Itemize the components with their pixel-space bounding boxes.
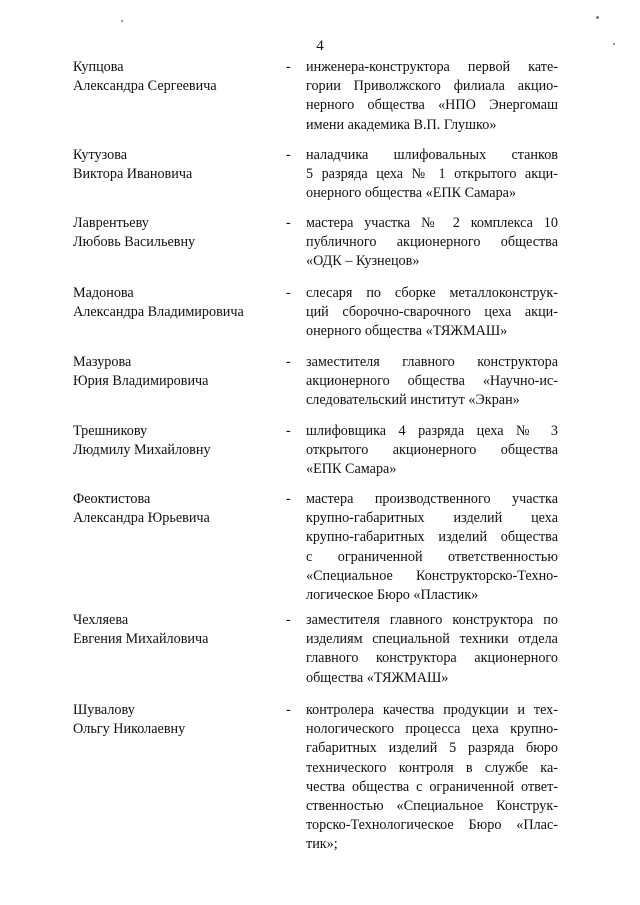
description-line: технического контроля в службе ка- — [306, 759, 558, 776]
person-given-names: Ольгу Николаевну — [73, 721, 186, 738]
scan-speck — [121, 20, 123, 22]
description-line: гории Приволжского филиала акцио- — [306, 78, 558, 95]
description-line: «ОДК – Кузнецов» — [306, 253, 420, 270]
description-line: ственностью «Специальное Конструк- — [306, 797, 558, 814]
person-given-names: Александра Владимировича — [73, 304, 244, 321]
position-description — [306, 284, 558, 342]
person-name — [73, 611, 278, 649]
description-line: ций сборочно-сварочного цеха акци- — [306, 304, 558, 321]
person-surname: Кутузова — [73, 147, 128, 163]
description-line: с ограниченной ответственностью — [306, 548, 558, 565]
description-line: чества общества с ограниченной ответ- — [306, 778, 558, 795]
separator-dash: - — [286, 423, 291, 439]
person-name — [73, 214, 278, 252]
description-line: контролера качества продукции и тех- — [306, 702, 558, 718]
person-surname: Чехляева — [73, 612, 129, 628]
description-line: слесаря по сборке металлоконструк- — [306, 285, 558, 301]
page-number: 4 — [316, 38, 324, 54]
description-line: мастера участка № 2 комплекса 10 — [306, 215, 558, 231]
person-given-names: Людмилу Михайловну — [73, 442, 211, 459]
separator-dash: - — [286, 59, 291, 75]
position-description — [306, 353, 558, 411]
position-description — [306, 701, 558, 855]
person-surname: Лаврентьеву — [73, 215, 149, 231]
description-line: общества «ТЯЖМАШ» — [306, 669, 449, 686]
description-line: габаритных изделий 5 разряда бюро — [306, 740, 558, 757]
description-line: следовательский институт «Экран» — [306, 392, 520, 409]
person-surname: Трешникову — [73, 423, 148, 439]
description-line: 5 разряда цеха № 1 открытого акци- — [306, 166, 558, 183]
description-line: заместителя главного конструктора по — [306, 612, 558, 628]
description-line: имени академика В.П. Глушко» — [306, 116, 497, 133]
description-line: нерного общества «НПО Энергомаш — [306, 97, 558, 114]
description-line: крупно-габаритных изделий общества — [306, 529, 558, 546]
person-surname: Феоктистова — [73, 491, 151, 507]
person-name — [73, 284, 278, 322]
scan-speck — [596, 16, 599, 19]
separator-dash: - — [286, 612, 291, 628]
person-given-names: Виктора Ивановича — [73, 166, 193, 183]
description-line: нологического процесса цеха крупно- — [306, 721, 558, 738]
separator-dash: - — [286, 354, 291, 370]
person-surname: Купцова — [73, 59, 124, 75]
position-description — [306, 490, 558, 605]
description-line: главного конструктора акционерного — [306, 650, 558, 667]
separator-dash: - — [286, 285, 291, 301]
person-surname: Мазурова — [73, 354, 132, 370]
person-given-names: Евгения Михайловича — [73, 631, 209, 648]
description-line: логическое Бюро «Пластик» — [306, 586, 479, 603]
position-description — [306, 214, 558, 272]
position-description — [306, 58, 558, 135]
description-line: «ЕПК Самара» — [306, 461, 397, 478]
description-line: «Специальное Конструкторско-Техно- — [306, 567, 558, 584]
person-given-names: Александра Сергеевича — [73, 78, 217, 95]
description-line: онерного общества «ТЯЖМАШ» — [306, 323, 508, 340]
description-line: заместителя главного конструктора — [306, 354, 558, 370]
scan-speck — [613, 43, 615, 45]
person-name — [73, 58, 278, 96]
person-surname: Мадонова — [73, 285, 134, 301]
separator-dash: - — [286, 702, 291, 718]
person-name — [73, 146, 278, 184]
person-name — [73, 490, 278, 528]
description-line: мастера производственного участка — [306, 491, 558, 507]
position-description — [306, 422, 558, 480]
description-line: крупно-габаритных изделий цеха — [306, 510, 558, 527]
description-line: инженера-конструктора первой кате- — [306, 59, 558, 75]
person-name — [73, 353, 278, 391]
description-line: онерного общества «ЕПК Самара» — [306, 185, 517, 202]
position-description — [306, 611, 558, 688]
person-given-names: Александра Юрьевича — [73, 510, 210, 527]
description-line: открытого акционерного общества — [306, 442, 558, 459]
separator-dash: - — [286, 215, 291, 231]
description-line: публичного акционерного общества — [306, 234, 558, 251]
separator-dash: - — [286, 491, 291, 507]
person-name — [73, 701, 278, 739]
person-given-names: Юрия Владимировича — [73, 373, 209, 390]
person-surname: Шувалову — [73, 702, 135, 718]
description-line: акционерного общества «Научно-ис- — [306, 373, 558, 390]
person-given-names: Любовь Васильевну — [73, 234, 196, 251]
description-line: изделиям специальной техники отдела — [306, 631, 558, 648]
position-description — [306, 146, 558, 204]
description-line: торско-Технологическое Бюро «Плас- — [306, 817, 558, 834]
description-line: наладчика шлифовальных станков — [306, 147, 558, 163]
person-name — [73, 422, 278, 460]
description-line: тик»; — [306, 836, 338, 853]
description-line: шлифовщика 4 разряда цеха № 3 — [306, 423, 558, 439]
separator-dash: - — [286, 147, 291, 163]
